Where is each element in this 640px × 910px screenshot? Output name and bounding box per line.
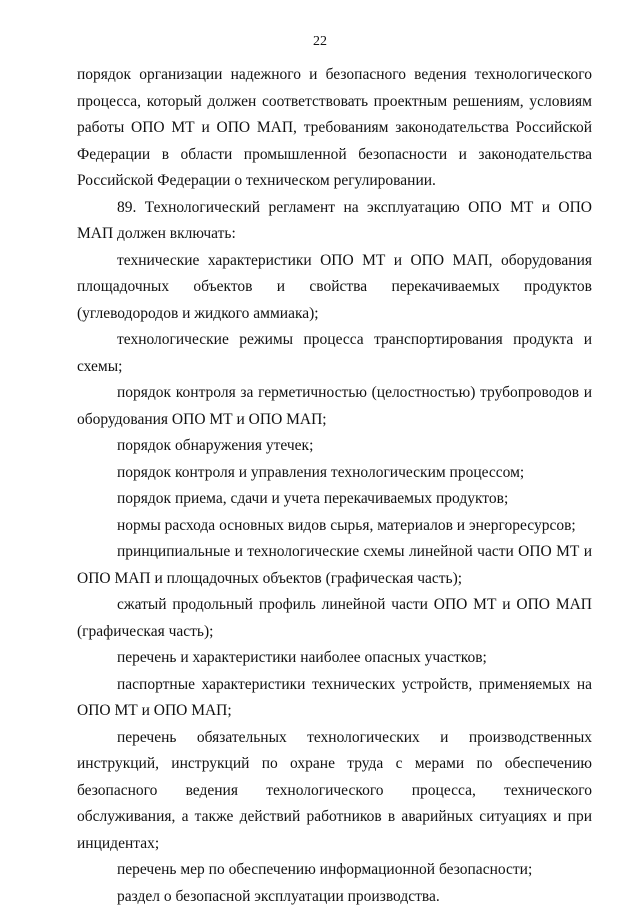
list-item: порядок приема, сдачи и учета перекачиваемых продуктов; <box>77 486 592 513</box>
list-item: технологические режимы процесса транспортирования продукта и схемы; <box>77 327 592 380</box>
list-item: технические характеристики ОПО МТ и ОПО МАП, оборудования площадочных объектов и свойства перекачиваемых продуктов (углеводородов и жидкого аммиака); <box>77 248 592 328</box>
paragraph-continuation: порядок организации надежного и безопасного ведения технологического процесса, который должен соответствовать проектным решениям, условиям работы ОПО МТ и ОПО МАП, требованиям законодательства Российской Федерации в области промышленной безопасности и законодательства Российской Федерации о техническом регулировании. <box>77 62 592 195</box>
paragraph-clause-89: 89. Технологический регламент на эксплуатацию ОПО МТ и ОПО МАП должен включать: <box>77 195 592 248</box>
list-item: раздел о безопасной эксплуатации производства. <box>77 884 592 910</box>
list-item: принципиальные и технологические схемы линейной части ОПО МТ и ОПО МАП и площадочных объектов (графическая часть); <box>77 539 592 592</box>
list-item: нормы расхода основных видов сырья, материалов и энергоресурсов; <box>77 513 592 540</box>
list-item: перечень мер по обеспечению информационной безопасности; <box>77 857 592 884</box>
list-item: порядок обнаружения утечек; <box>77 433 592 460</box>
list-item: паспортные характеристики технических устройств, применяемых на ОПО МТ и ОПО МАП; <box>77 672 592 725</box>
list-item: сжатый продольный профиль линейной части ОПО МТ и ОПО МАП (графическая часть); <box>77 592 592 645</box>
list-item: перечень и характеристики наиболее опасных участков; <box>77 645 592 672</box>
page-number: 22 <box>0 34 640 50</box>
document-body <box>77 62 592 910</box>
list-item: порядок контроля и управления технологическим процессом; <box>77 460 592 487</box>
list-item: перечень обязательных технологических и производственных инструкций, инструкций по охране труда с мерами по обеспечению безопасного ведения технологического процесса, технического обслуживания, а также действий работников в аварийных ситуациях и при инцидентах; <box>77 725 592 858</box>
list-item: порядок контроля за герметичностью (целостностью) трубопроводов и оборудования ОПО МТ и ОПО МАП; <box>77 380 592 433</box>
